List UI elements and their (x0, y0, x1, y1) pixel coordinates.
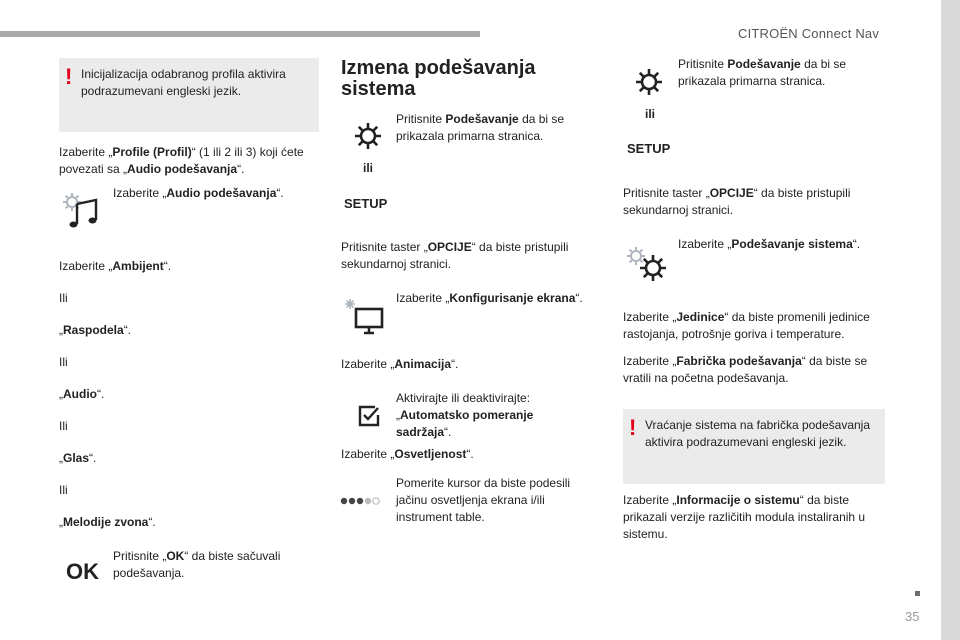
instruction-text: Izaberite „Informacije o sistemu“ da biste prikazali verzije različitih modula instaliranih u sistemu. (623, 493, 866, 541)
instruction-text: Pomerite kursor da biste podesili jačinu osvetljenja ekrana i/ili instrument table. (396, 476, 571, 524)
brand-title: CITROËN Connect Nav (738, 26, 880, 41)
ok-label: OK (66, 559, 99, 584)
system-settings-icon (624, 244, 670, 287)
instruction-text: Izaberite „Animacija“. (341, 357, 459, 371)
instruction-text: „Raspodela“. (59, 323, 132, 337)
setup-label: SETUP (344, 196, 388, 211)
warning-note (623, 409, 885, 484)
instruction-text: „Audio“. (59, 387, 105, 401)
or-text: Ili (59, 291, 68, 305)
instruction-text: Izaberite „Konfigurisanje ekrana“. (396, 291, 583, 305)
instruction-text: Aktivirajte ili deaktivirajte: „Automatsko pomeranje sadržaja“. (396, 391, 534, 439)
warning-icon: ! (629, 415, 637, 440)
instruction-text: Izaberite „Jedinice“ da biste promenili jedinice rastojanja, potrošnje goriva i temperature. (623, 310, 870, 341)
instruction-text: Pritisnite „OK“ da biste sačuvali podešavanja. (113, 549, 281, 580)
or-text: Ili (59, 355, 68, 369)
instruction-text: Izaberite „Osvetljenost“. (341, 447, 474, 461)
warning-icon: ! (65, 64, 73, 89)
instruction-text: „Melodije zvona“. (59, 515, 156, 529)
audio-settings-icon (60, 190, 102, 233)
instruction-text: Pritisnite taster „OPCIJE“ da biste pristupili sekundarnoj stranici. (341, 240, 569, 271)
instruction-text: Pritisnite Podešavanje da bi se prikazala primarna stranica. (678, 57, 847, 88)
checkbox-icon (357, 404, 381, 431)
brightness-dots-icon (340, 495, 380, 510)
page-number: 35 (905, 609, 920, 624)
note-text: Inicijalizacija odabranog profila aktivira podrazumevani engleski jezik. (81, 67, 286, 98)
settings-gear-icon (634, 67, 664, 100)
setup-label: SETUP (627, 141, 671, 156)
instruction-text: Pritisnite Podešavanje da bi se prikazala primarna stranica. (396, 112, 565, 143)
instruction-text: Izaberite „Ambijent“. (59, 259, 172, 273)
instruction-text: Pritisnite taster „OPCIJE“ da biste pristupili sekundarnoj stranici. (623, 186, 851, 217)
or-text: Ili (59, 419, 68, 433)
instruction-text: „Glas“. (59, 451, 97, 465)
instruction-text: Izaberite „Audio podešavanja“. (113, 186, 284, 200)
or-text: ili (645, 107, 656, 121)
instruction-text: Izaberite „Profile (Profil)“ (1 ili 2 ili 3) koji ćete povezati sa „Audio podešavanja“. (59, 145, 304, 176)
instruction-text: Izaberite „Fabrička podešavanja“ da biste se vratili na početna podešavanja. (623, 354, 868, 385)
or-text: ili (363, 161, 374, 175)
or-text: Ili (59, 483, 68, 497)
page-marker (915, 591, 920, 596)
section-title: Izmena podešavanja sistema (341, 57, 536, 100)
instruction-text: Izaberite „Podešavanje sistema“. (678, 237, 861, 251)
display-settings-icon (342, 297, 386, 340)
header-rule (0, 31, 480, 37)
note-text: Vraćanje sistema na fabrička podešavanja aktivira podrazumevani engleski jezik. (645, 418, 871, 449)
settings-gear-icon (353, 121, 383, 154)
page-edge-strip (941, 0, 960, 640)
warning-note (59, 58, 319, 132)
